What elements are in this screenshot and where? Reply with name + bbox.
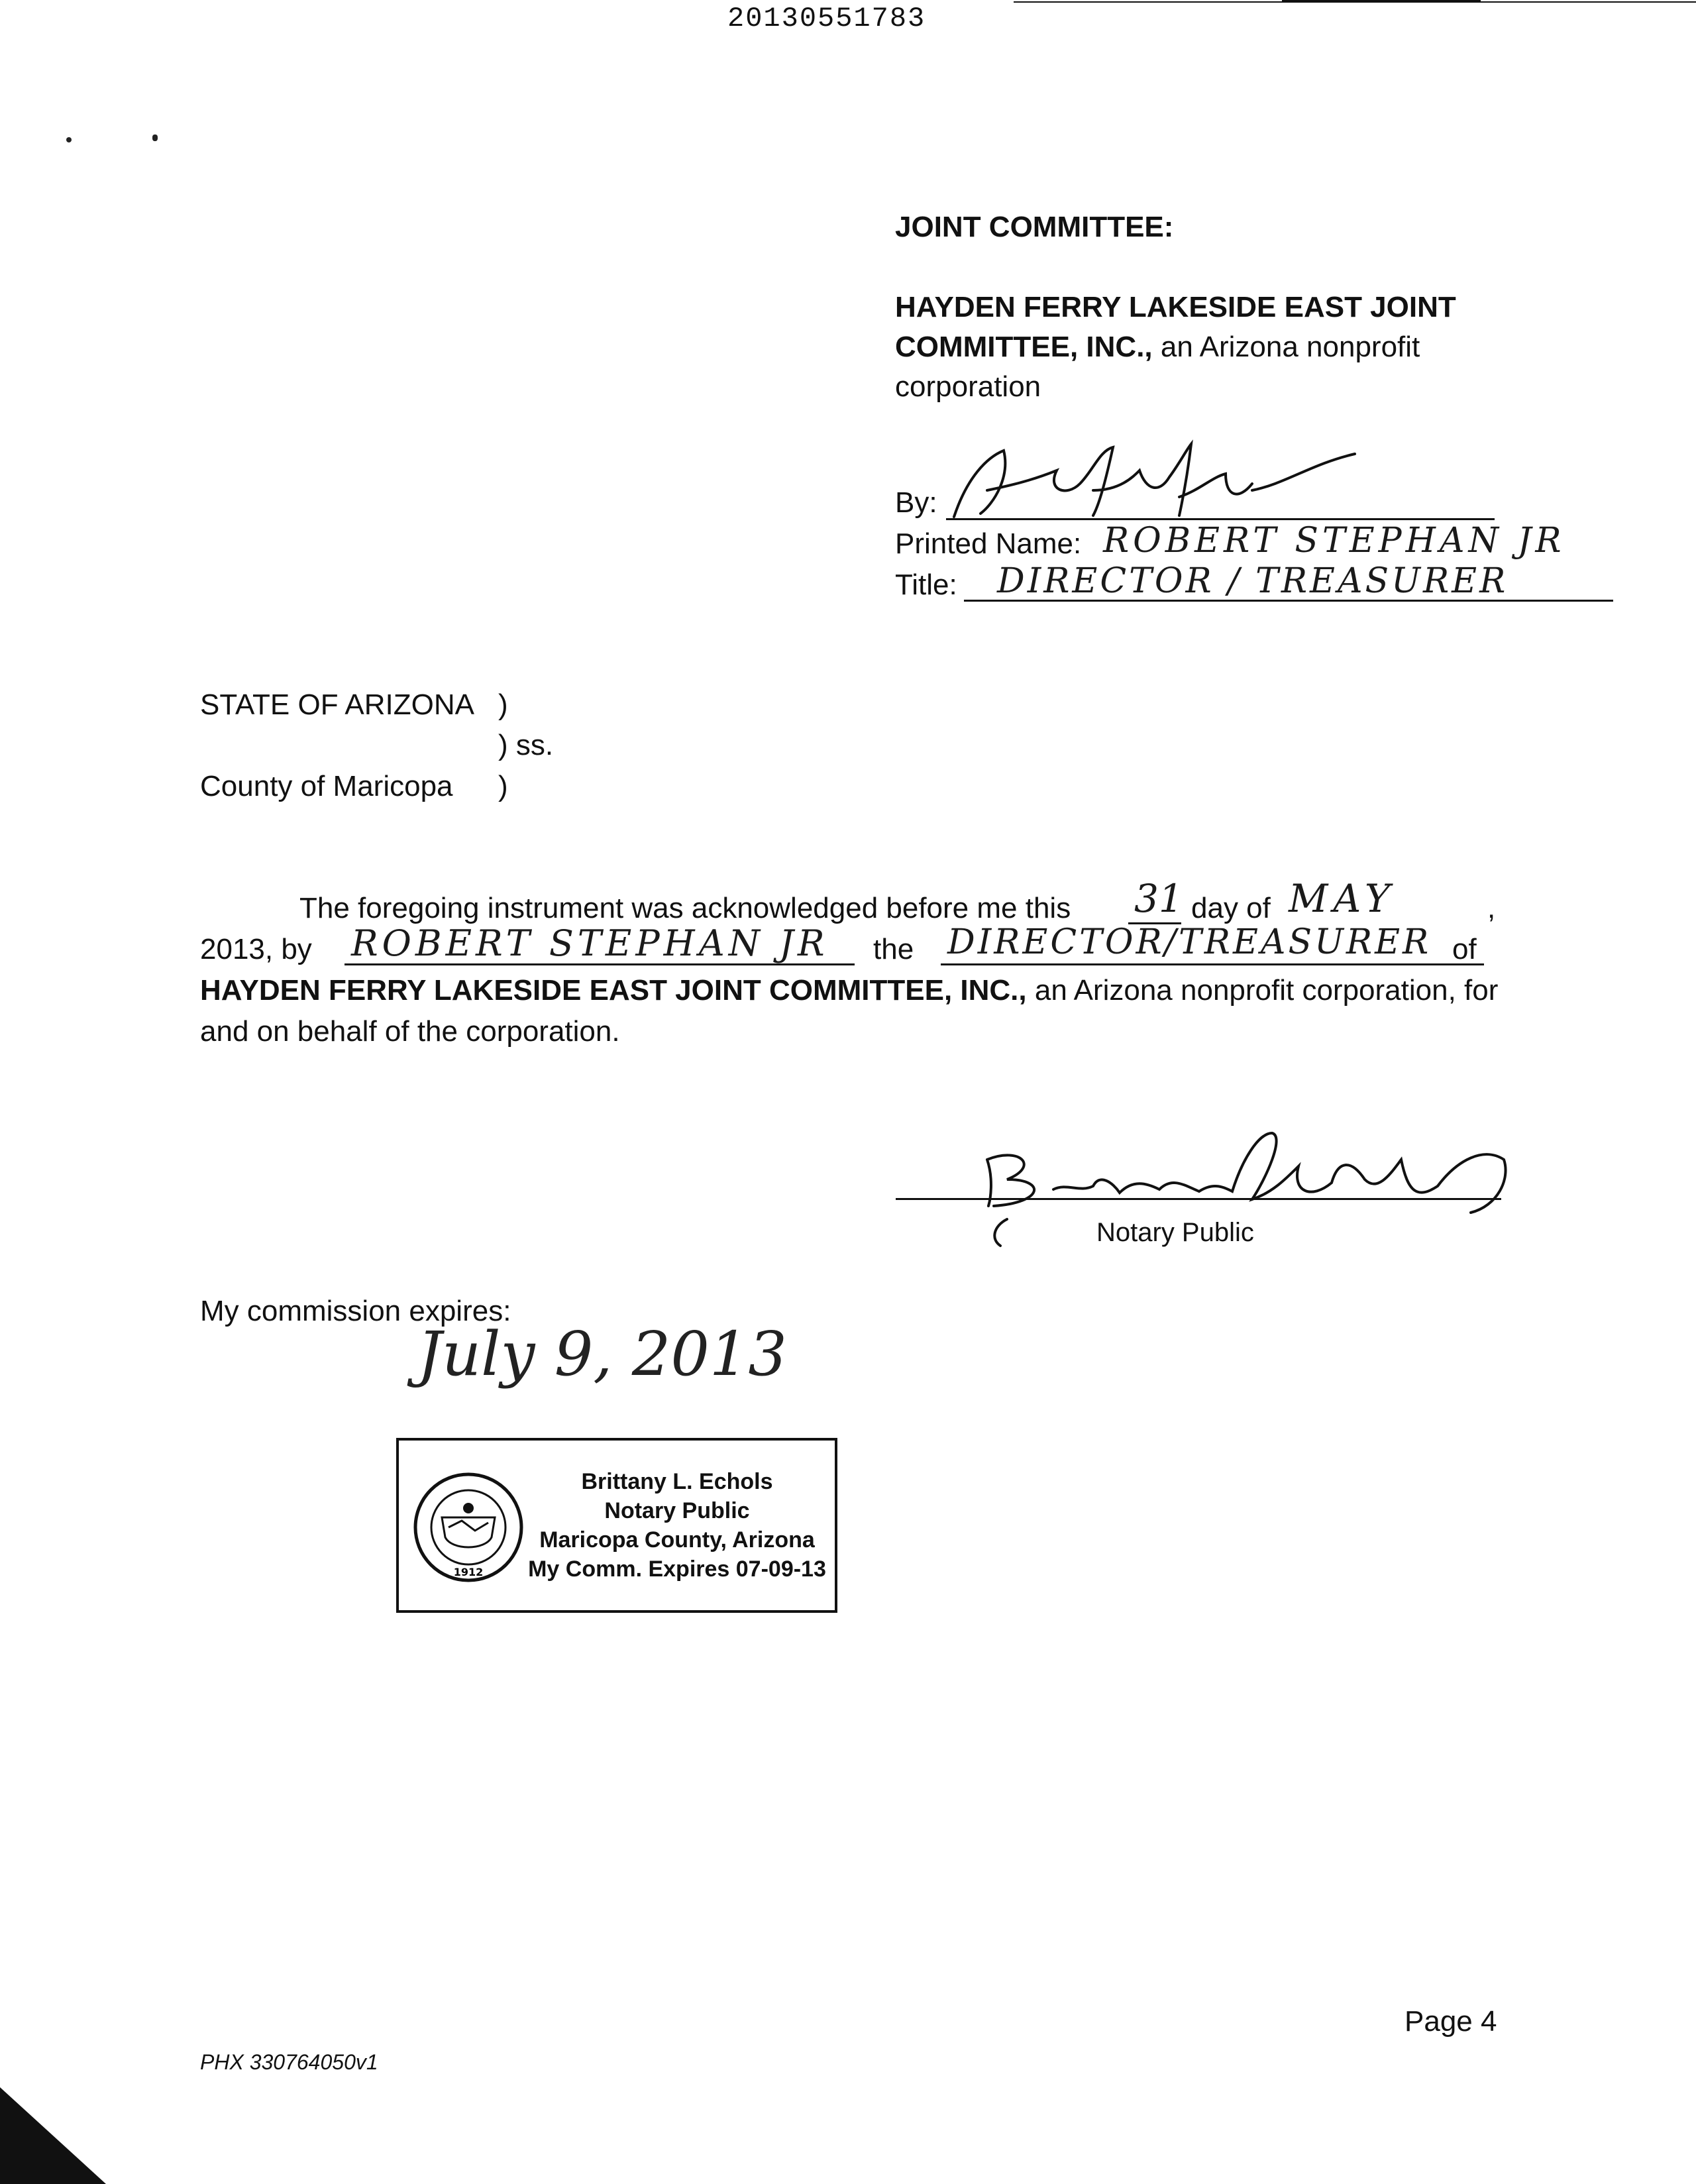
scan-speck [152, 135, 158, 141]
document-id: PHX 330764050v1 [200, 2050, 378, 2074]
company-name-line2 [895, 327, 1420, 368]
committee-signature [941, 437, 1365, 523]
company-name-bold: COMMITTEE, INC., [895, 331, 1153, 363]
company-name-line3: corporation [895, 370, 1041, 403]
seal-year: 1912 [453, 1566, 484, 1578]
ack-role-line [941, 963, 1484, 965]
stamp-county: Maricopa County, Arizona [539, 1527, 815, 1553]
scan-corner-shadow [0, 2087, 113, 2184]
stamp-text-block [525, 1467, 829, 1584]
recording-number: 20130551783 [727, 3, 926, 34]
ack-name-value: ROBERT STEPHAN JR [351, 922, 829, 964]
page-number: Page 4 [1404, 2005, 1497, 2038]
venue-state: STATE OF ARIZONA [200, 688, 474, 721]
ack-line1-dayof: day of [1191, 892, 1271, 924]
company-name-line1: HAYDEN FERRY LAKESIDE EAST JOINT [895, 291, 1456, 323]
ack-line2-of: of [1452, 933, 1477, 965]
ack-role-value: DIRECTOR/TREASURER [947, 922, 1432, 962]
company-description: an Arizona nonprofit [1152, 331, 1420, 363]
state-seal-icon [412, 1471, 525, 1584]
printed-name-value: ROBERT STEPHAN JR [1103, 521, 1565, 561]
title-value: DIRECTOR / TREASURER [997, 561, 1509, 601]
ack-company-desc: an Arizona nonprofit corporation, for [1026, 974, 1499, 1007]
ack-line2-the: the [873, 933, 914, 965]
ack-line4: and on behalf of the corporation. [200, 1015, 620, 1048]
venue-paren-3: ) [498, 770, 508, 802]
stamp-expires: My Comm. Expires 07-09-13 [528, 1556, 826, 1582]
stamp-title: Notary Public [604, 1498, 750, 1523]
joint-committee-heading: JOINT COMMITTEE: [895, 211, 1174, 243]
ack-line2-text: 2013, by [200, 933, 312, 965]
stamp-name: Brittany L. Echols [581, 1469, 773, 1494]
printed-name-label: Printed Name: [895, 527, 1082, 560]
ack-month-value: MAY [1289, 876, 1396, 921]
notary-caption: Notary Public [1096, 1218, 1254, 1247]
ack-day-value: 31 [1134, 876, 1183, 921]
venue-county: County of Maricopa [200, 770, 453, 802]
ack-line1-comma: , [1487, 892, 1496, 924]
scan-speck [66, 137, 72, 142]
notary-stamp [396, 1438, 837, 1613]
commission-label: My commission expires: [200, 1295, 511, 1327]
commission-date: July 9, 2013 [417, 1319, 787, 1390]
ack-line1-text: The foregoing instrument was acknowledged before me this [299, 892, 1071, 924]
venue-ss: ) ss. [498, 729, 554, 761]
ack-company-name: HAYDEN FERRY LAKESIDE EAST JOINT COMMITTEE, INC., [200, 974, 1027, 1007]
venue-paren-1: ) [498, 688, 508, 721]
by-label: By: [895, 486, 937, 519]
title-label: Title: [895, 569, 957, 601]
ack-month-line [1282, 0, 1481, 2]
ack-line3 [200, 970, 1498, 1011]
